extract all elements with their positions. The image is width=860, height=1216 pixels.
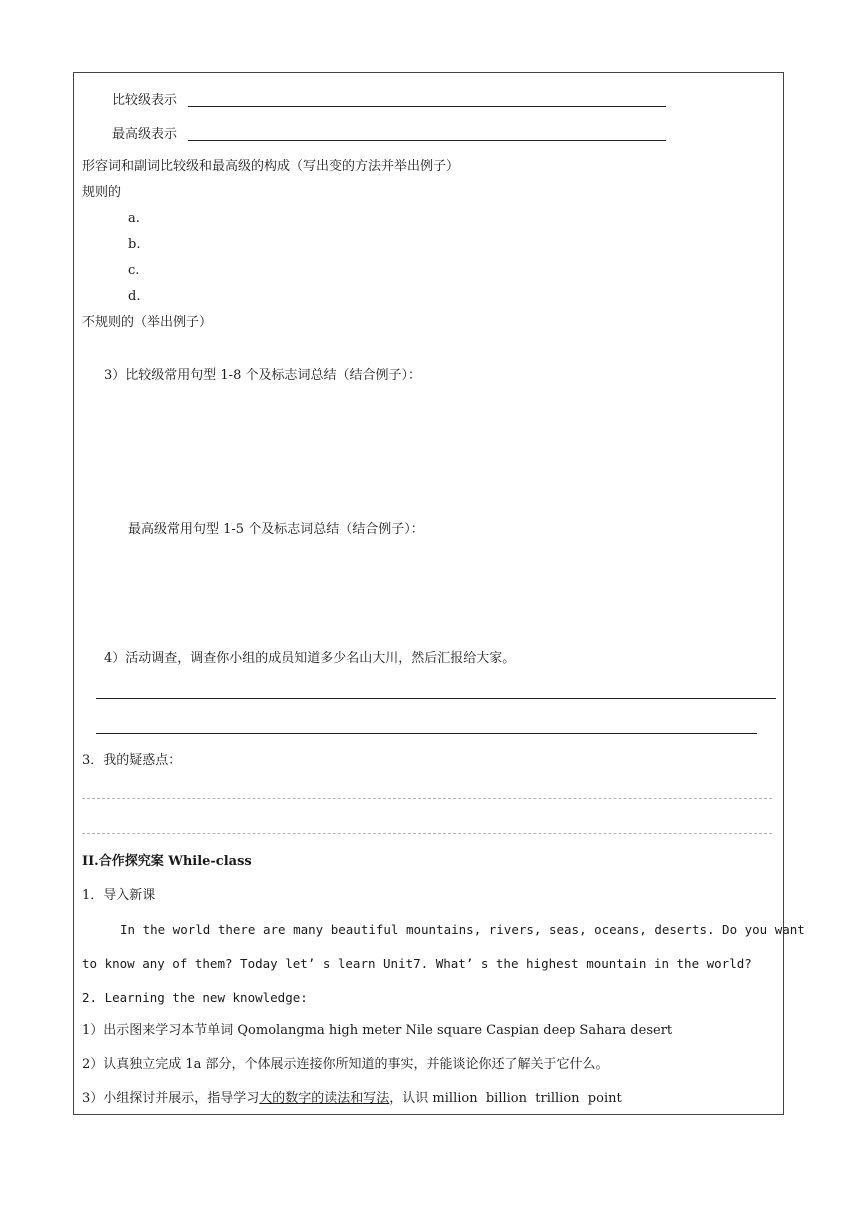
- regular-item-d: d.: [128, 289, 141, 304]
- regular-label: 规则的: [82, 185, 122, 200]
- sub-item-2: 2）认真独立完成 1a 部分，个体展示连接你所知道的事实，并能谈论你还了解关于它什么。: [82, 1057, 609, 1072]
- irregular-label: 不规则的（举出例子）: [82, 315, 213, 330]
- regular-item-b: b.: [128, 237, 141, 252]
- sub-item-3-suffix: ，认识 million billion trillion point: [389, 1091, 622, 1106]
- step1-heading: 1．导入新课: [82, 888, 156, 903]
- sub-item-1: 1）出示图来学习本节单词 Qomolangma high meter Nile square Caspian deep Sahara desert: [82, 1023, 673, 1038]
- superlative-label: 最高级表示: [112, 127, 178, 142]
- survey-answer-line-1: [96, 698, 776, 699]
- item4-survey: 4）活动调查，调查你小组的成员知道多少名山大川，然后汇报给大家。: [104, 651, 516, 666]
- comparative-label: 比较级表示: [112, 93, 178, 108]
- doubts-line-2: [82, 833, 772, 834]
- intro-line-2: to know any of them? Today let’ s learn Unit7. What’ s the highest mountain in the world?: [82, 956, 752, 971]
- doubts-heading: 3．我的疑惑点：: [82, 753, 182, 768]
- section2-title: II.合作探究案 While-class: [82, 854, 252, 869]
- comparative-answer-line: [188, 106, 666, 107]
- survey-answer-line-2: [96, 733, 757, 734]
- superlative-answer-line: [188, 140, 666, 141]
- sub-item-3: [82, 1091, 622, 1107]
- item3-comparative: 3）比较级常用句型 1-8 个及标志词总结（结合例子）：: [104, 368, 421, 383]
- sub-item-3-underlined: 大的数字的读法和写法: [259, 1091, 390, 1106]
- formation-heading: 形容词和副词比较级和最高级的构成（写出变的方法并举出例子）: [82, 159, 460, 174]
- regular-item-c: c.: [128, 263, 140, 278]
- doubts-line-1: [82, 798, 772, 799]
- sub-item-3-prefix: 3）小组探讨并展示，指导学习: [82, 1091, 260, 1106]
- step2-heading: 2. Learning the new knowledge:: [82, 990, 308, 1005]
- item3-superlative: 最高级常用句型 1-5 个及标志词总结（结合例子）：: [128, 522, 424, 537]
- intro-line-1: In the world there are many beautiful mountains, rivers, seas, oceans, deserts. Do you want: [120, 922, 805, 937]
- regular-item-a: a.: [128, 211, 140, 226]
